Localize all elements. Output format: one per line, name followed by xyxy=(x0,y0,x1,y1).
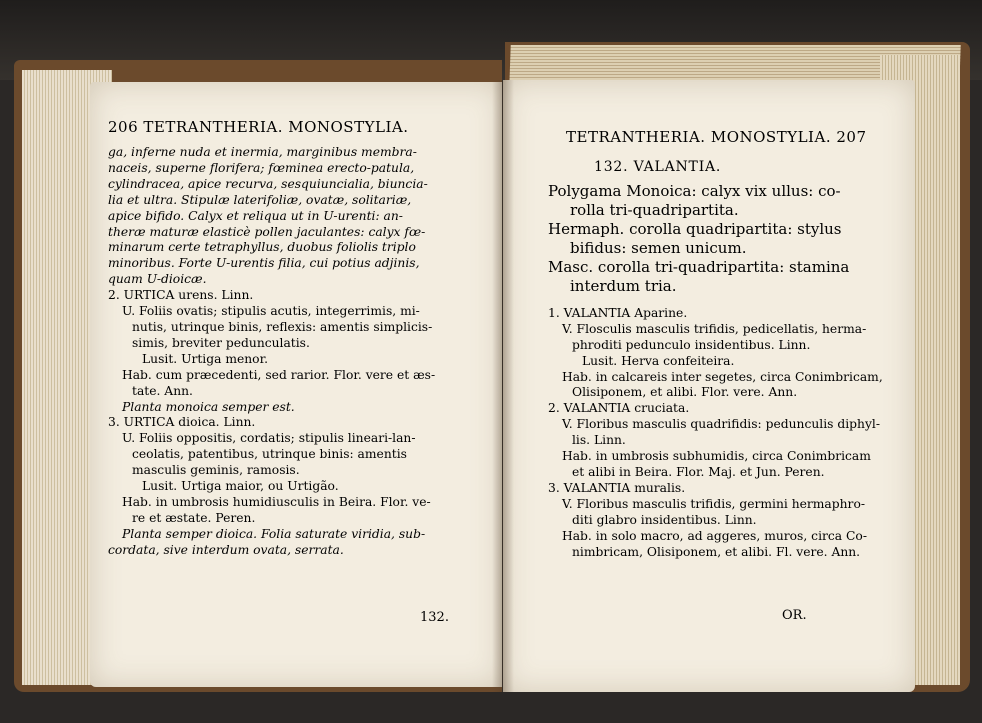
species-line: 1. VALANTIA Aparine. xyxy=(548,305,688,320)
genus-character xyxy=(548,182,893,296)
species-line: 3. VALANTIA muralis. xyxy=(548,480,686,495)
signature-mark: 132. xyxy=(420,610,449,625)
left-text-line: Lusit. Urtiga maior, ou Urtigão. xyxy=(142,479,339,494)
left-text-line: simis, breviter pedunculatis. xyxy=(132,335,310,350)
species-list xyxy=(548,306,893,561)
species-line: V. Floribus masculis trifidis, germini hermaphro- xyxy=(562,496,865,511)
left-text-line: U. Foliis oppositis, cordatis; stipulis lineari-lan- xyxy=(122,431,416,446)
left-text-line: nutis, utrinque binis, reflexis: amentis simplicis- xyxy=(132,319,433,334)
left-text-line: apice bifido. Calyx et reliqua ut in U-urenti: an- xyxy=(108,208,403,223)
species-line: Hab. in umbrosis subhumidis, circa Conimbricam xyxy=(562,449,871,464)
left-text-line: Planta semper dioica. Folia saturate viridia, sub- xyxy=(122,526,426,541)
species-line: Olisiponem, et alibi. Flor. vere. Ann. xyxy=(572,385,798,400)
left-text-line: quam U-dioicæ. xyxy=(108,272,207,287)
left-text-line: ga, inferne nuda et inermia, marginibus membra- xyxy=(108,145,417,159)
species-line: phroditi pedunculo insidentibus. Linn. xyxy=(572,337,811,352)
left-text-line: 3. URTICA dioica. Linn. xyxy=(108,415,256,430)
character-line: Hermaph. corolla quadripartita: stylus xyxy=(548,219,842,238)
left-text-line: lia et ultra. Stipulæ laterifoliæ, ovatæ, solitariæ, xyxy=(108,192,412,207)
left-text-line: cylindracea, apice recurva, sesquiuncialia, biuncia- xyxy=(108,176,428,191)
left-text-line: Planta monoica semper est. xyxy=(122,399,295,414)
left-text-line: minoribus. Forte U-urentis filia, cui potius adjinis, xyxy=(108,256,420,271)
left-text-line: cordata, sive interdum ovata, serrata. xyxy=(108,542,344,557)
left-text-line: Lusit. Urtiga menor. xyxy=(142,351,269,366)
species-line: et alibi in Beira. Flor. Maj. et Jun. Peren. xyxy=(572,464,825,479)
species-line: Lusit. Herva confeiteira. xyxy=(582,353,735,368)
species-line: 2. VALANTIA cruciata. xyxy=(548,401,690,416)
left-text-line: minarum certe tetraphyllus, duobus foliolis triplo xyxy=(108,240,416,255)
character-line: Masc. corolla tri-quadripartita: stamina xyxy=(548,257,850,276)
left-text-line: Hab. cum præcedenti, sed rarior. Flor. vere et æs- xyxy=(122,367,436,382)
right-page-body xyxy=(548,160,893,560)
character-line: bifidus: semen unicum. xyxy=(570,238,747,257)
left-page-body xyxy=(108,145,473,559)
left-text-line: ceolatis, patentibus, utrinque binis: amentis xyxy=(132,447,407,462)
species-line: Hab. in solo macro, ad aggeres, muros, circa Co- xyxy=(562,528,867,543)
species-line: lis. Linn. xyxy=(572,433,626,448)
right-running-head: TETRANTHERIA. MONOSTYLIA. 207 xyxy=(566,128,867,146)
left-text-line: U. Foliis ovatis; stipulis acutis, integerrimis, mi- xyxy=(122,304,420,319)
left-running-head: 206 TETRANTHERIA. MONOSTYLIA. xyxy=(108,118,409,136)
book-gutter xyxy=(492,80,514,692)
character-line: interdum tria. xyxy=(570,276,677,295)
left-text-line: tate. Ann. xyxy=(132,383,193,398)
left-text-line: masculis geminis, ramosis. xyxy=(132,463,300,478)
left-text-line: re et æstate. Peren. xyxy=(132,510,256,525)
left-text-line: Hab. in umbrosis humidiusculis in Beira. Flor. ve- xyxy=(122,494,431,509)
catchword: OR. xyxy=(782,608,807,623)
species-line: V. Floribus masculis quadrifidis: pedunculis diphyl- xyxy=(562,417,880,432)
left-text-line: theræ maturæ elasticè pollen jaculantes: calyx fœ- xyxy=(108,224,426,239)
species-line: diti glabro insidentibus. Linn. xyxy=(572,512,757,527)
species-line: nimbricam, Olisiponem, et alibi. Fl. vere. Ann. xyxy=(572,544,861,559)
character-line: Polygama Monoica: calyx vix ullus: co- xyxy=(548,181,841,200)
species-line: Hab. in calcareis inter segetes, circa Conimbricam, xyxy=(562,369,883,384)
species-line: V. Flosculis masculis trifidis, pedicellatis, herma- xyxy=(562,321,867,336)
character-line: rolla tri-quadripartita. xyxy=(570,200,739,219)
left-text-line: 2. URTICA urens. Linn. xyxy=(108,288,254,303)
section-title: 132. VALANTIA. xyxy=(594,159,722,175)
left-text-line: naceis, superne florifera; fœminea erecto-patula, xyxy=(108,160,415,175)
